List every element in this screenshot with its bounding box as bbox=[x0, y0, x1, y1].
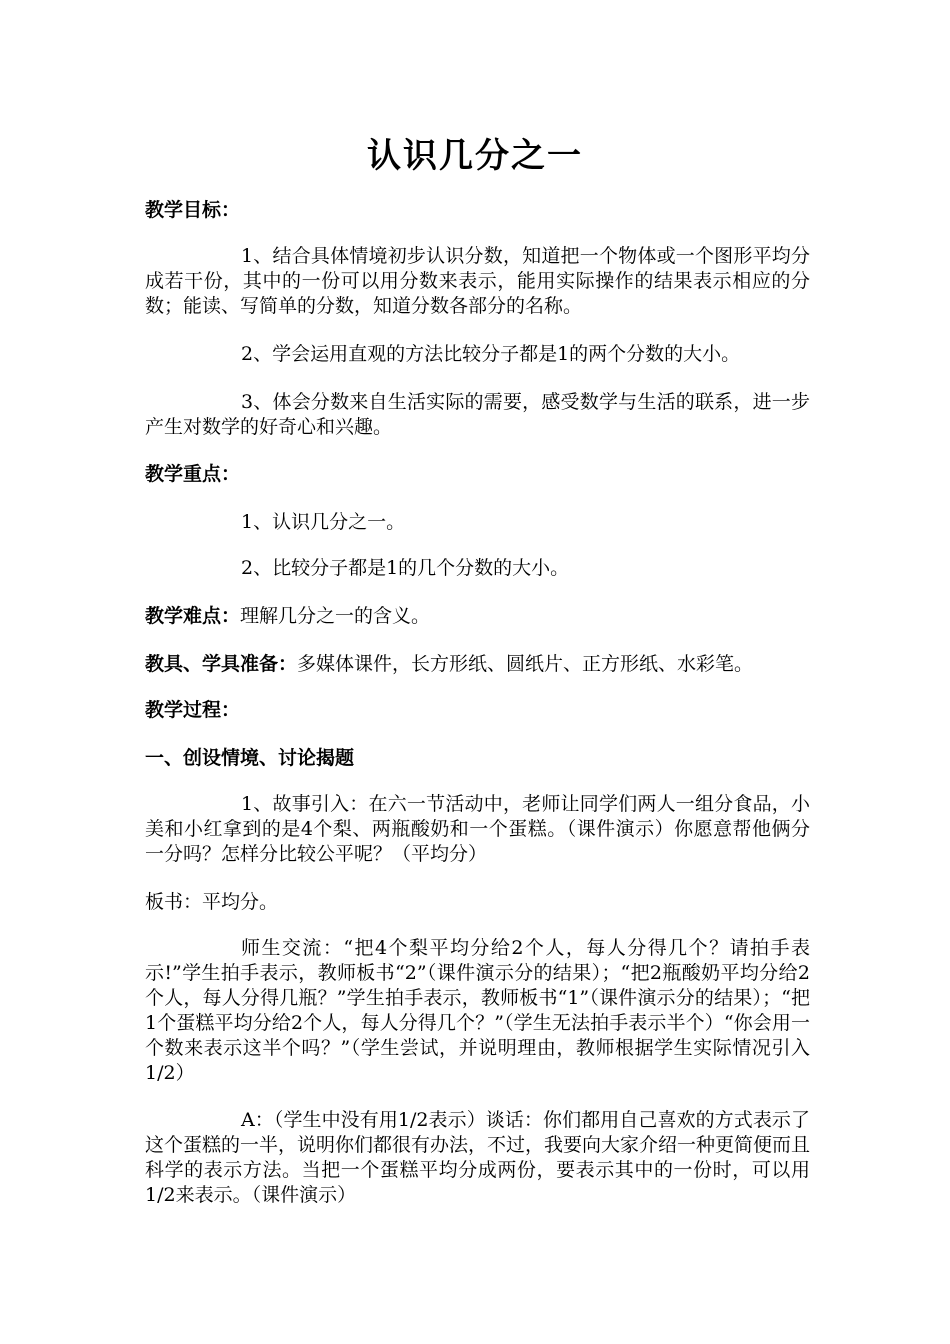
section-heading: 一、创设情境、讨论揭题 bbox=[145, 747, 355, 769]
process-paragraph: 板书：平均分。 bbox=[145, 891, 279, 913]
objective-item: 2、学会运用直观的方法比较分子都是1的两个分数的大小。 bbox=[241, 343, 741, 365]
process-heading: 教学过程： bbox=[145, 699, 241, 721]
materials-text: 多媒体课件，长方形纸、圆纸片、正方形纸、水彩笔。 bbox=[297, 653, 754, 675]
materials-label: 教具、学具准备： bbox=[145, 653, 298, 675]
key-points-heading: 教学重点： bbox=[145, 463, 241, 485]
objectives-heading: 教学目标： bbox=[145, 199, 241, 221]
materials-line bbox=[145, 652, 810, 677]
document-title: 认识几分之一 bbox=[367, 136, 583, 176]
difficulty-text: 理解几分之一的含义。 bbox=[240, 605, 431, 627]
key-point-item: 2、比较分子都是1的几个分数的大小。 bbox=[241, 557, 570, 579]
difficulty-line bbox=[145, 604, 810, 629]
key-point-item: 1、认识几分之一。 bbox=[241, 511, 406, 533]
process-paragraph: A：（学生中没有用1/2表示）谈话：你们都用自己喜欢的方式表示了这个蛋糕的一半，说明你们都很有办法，不过，我要向大家介绍一种更简便而且科学的表示方法。当把一个蛋糕平均分成两份，要表示其中的一份时，可以用1/2来表示。（课件演示） bbox=[145, 1109, 811, 1206]
objective-item: 3、体会分数来自生活实际的需要，感受数学与生活的联系，进一步产生对数学的好奇心和兴趣。 bbox=[145, 391, 810, 438]
process-paragraph: 1、故事引入：在六一节活动中，老师让同学们两人一组分食品，小美和小红拿到的是4个梨、两瓶酸奶和一个蛋糕。（课件演示）你愿意帮他俩分一分吗？怎样分比较公平呢？（平均分） bbox=[145, 793, 810, 865]
difficulty-label: 教学难点： bbox=[145, 605, 241, 627]
process-paragraph: 师生交流：“把4个梨平均分给2个人，每人分得几个？请拍手表示!”学生拍手表示，教师板书“2”（课件演示分的结果）；“把2瓶酸奶平均分给2个人，每人分得几瓶？”学生拍手表示，教师板书“1”（课件演示分的结果）；“把1个蛋糕平均分给2个人，每人分得几个？”（学生无法拍手表示半个）“你会用一个数来表示这半个吗？”（学生尝试，并说明理由，教师根据学生实际情况引入1/2） bbox=[145, 937, 810, 1084]
objective-item: 1、结合具体情境初步认识分数，知道把一个物体或一个图形平均分成若干份，其中的一份可以用分数来表示，能用实际操作的结果表示相应的分数；能读、写简单的分数，知道分数各部分的名称。 bbox=[145, 245, 810, 317]
